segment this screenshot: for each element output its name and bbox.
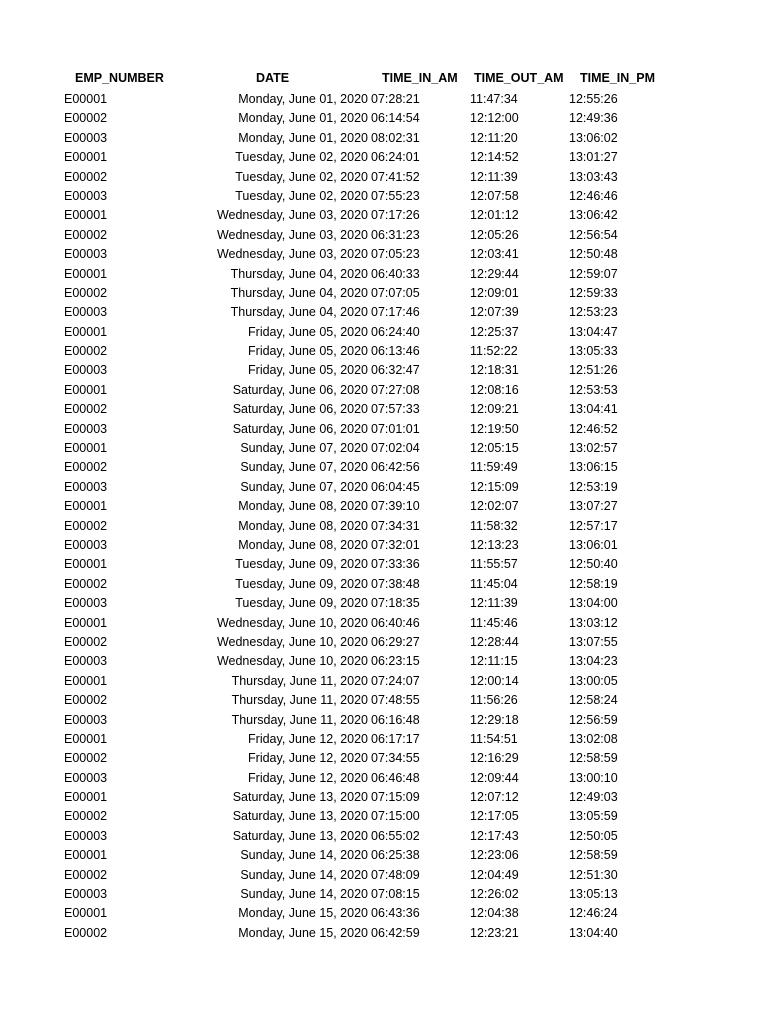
table-row <box>0 361 768 380</box>
table-row <box>0 148 768 167</box>
cell-time-out-am: 12:14:52 <box>470 150 519 165</box>
cell-time-in-pm: 13:04:47 <box>569 324 618 339</box>
cell-time-out-am: 12:05:15 <box>470 441 519 456</box>
cell-time-in-am: 07:48:55 <box>371 693 420 708</box>
table-row <box>0 342 768 361</box>
cell-emp-number: E00002 <box>64 634 108 649</box>
attendance-table <box>0 66 768 943</box>
cell-date: Monday, June 15, 2020 <box>238 906 368 921</box>
cell-time-in-am: 07:28:21 <box>371 92 420 106</box>
table-row <box>0 517 768 536</box>
table-row <box>0 555 768 574</box>
cell-date: Thursday, June 11, 2020 <box>231 712 368 727</box>
cell-time-in-pm: 12:53:19 <box>569 479 618 494</box>
cell-time-in-am: 07:48:09 <box>371 867 420 882</box>
cell-time-out-am: 12:09:01 <box>470 285 519 300</box>
table-row <box>0 187 768 206</box>
table-row <box>0 749 768 768</box>
cell-time-in-pm: 12:49:03 <box>569 790 618 805</box>
cell-time-out-am: 11:59:49 <box>470 460 518 475</box>
cell-time-out-am: 12:07:58 <box>470 188 519 203</box>
cell-date: Friday, June 05, 2020 <box>248 324 368 339</box>
cell-time-in-am: 07:33:36 <box>371 557 420 572</box>
cell-emp-number: E00003 <box>64 130 108 145</box>
cell-date: Monday, June 15, 2020 <box>238 925 368 940</box>
header-emp-number: EMP_NUMBER <box>75 71 164 85</box>
cell-date: Wednesday, June 10, 2020 <box>216 654 368 669</box>
cell-time-in-am: 06:42:56 <box>371 460 420 475</box>
cell-time-in-am: 07:07:05 <box>371 285 420 300</box>
table-row <box>0 458 768 477</box>
cell-time-out-am: 12:26:02 <box>470 887 519 902</box>
cell-time-in-pm: 13:03:43 <box>569 169 618 184</box>
cell-time-in-pm: 13:06:15 <box>569 460 618 475</box>
cell-time-out-am: 12:19:50 <box>470 421 519 436</box>
cell-time-in-pm: 13:04:41 <box>569 402 618 417</box>
cell-date: Saturday, June 13, 2020 <box>232 790 368 805</box>
cell-time-out-am: 12:17:43 <box>470 828 519 843</box>
table-row <box>0 439 768 458</box>
cell-date: Wednesday, June 10, 2020 <box>216 634 368 649</box>
cell-time-in-pm: 12:55:26 <box>569 92 618 106</box>
cell-emp-number: E00001 <box>64 208 108 223</box>
table-row <box>0 536 768 555</box>
cell-emp-number: E00003 <box>64 305 108 320</box>
table-row <box>0 924 768 943</box>
cell-time-in-am: 07:24:07 <box>371 673 420 688</box>
cell-time-in-pm: 13:02:08 <box>569 731 618 746</box>
cell-date: Sunday, June 07, 2020 <box>240 460 368 475</box>
cell-emp-number: E00001 <box>64 848 108 863</box>
cell-time-in-am: 06:32:47 <box>371 363 420 378</box>
cell-time-out-am: 12:01:12 <box>470 208 519 223</box>
cell-emp-number: E00003 <box>64 596 108 611</box>
cell-date: Saturday, June 13, 2020 <box>232 809 368 824</box>
cell-date: Saturday, June 06, 2020 <box>232 421 368 436</box>
table-row <box>0 265 768 284</box>
cell-emp-number: E00001 <box>64 615 108 630</box>
table-row <box>0 827 768 846</box>
cell-emp-number: E00002 <box>64 402 108 417</box>
cell-date: Tuesday, June 02, 2020 <box>235 150 368 165</box>
cell-time-in-am: 07:17:46 <box>371 305 420 320</box>
header-date: DATE <box>256 71 290 85</box>
cell-time-in-pm: 13:06:01 <box>569 537 618 552</box>
cell-emp-number: E00003 <box>64 247 108 262</box>
cell-time-in-am: 06:55:02 <box>371 828 420 843</box>
table-row <box>0 90 768 109</box>
cell-time-in-pm: 12:59:33 <box>569 285 618 300</box>
cell-date: Thursday, June 04, 2020 <box>230 285 368 300</box>
cell-time-out-am: 12:04:49 <box>470 867 519 882</box>
cell-emp-number: E00001 <box>64 906 108 921</box>
cell-date: Friday, June 12, 2020 <box>248 731 368 746</box>
cell-time-out-am: 12:28:44 <box>470 634 519 649</box>
cell-time-in-am: 06:24:40 <box>371 324 420 339</box>
cell-emp-number: E00003 <box>64 537 108 552</box>
cell-time-in-pm: 13:04:00 <box>569 596 618 611</box>
cell-time-in-am: 06:14:54 <box>371 111 420 126</box>
cell-time-in-pm: 12:57:17 <box>569 518 618 533</box>
cell-time-in-am: 07:01:01 <box>371 421 420 436</box>
cell-time-out-am: 12:29:18 <box>470 712 519 727</box>
cell-time-in-am: 06:29:27 <box>371 634 420 649</box>
cell-time-in-am: 07:34:55 <box>371 751 420 766</box>
cell-date: Tuesday, June 09, 2020 <box>235 596 368 611</box>
cell-time-out-am: 11:55:57 <box>470 557 518 572</box>
table-row <box>0 711 768 730</box>
cell-emp-number: E00003 <box>64 887 108 902</box>
cell-time-out-am: 11:56:26 <box>470 693 518 708</box>
cell-time-in-pm: 12:50:40 <box>569 557 618 572</box>
table-row <box>0 652 768 671</box>
cell-time-out-am: 12:12:00 <box>470 111 519 126</box>
cell-date: Saturday, June 13, 2020 <box>232 828 368 843</box>
cell-time-in-pm: 13:00:05 <box>569 673 618 688</box>
cell-time-in-am: 06:31:23 <box>371 227 420 242</box>
table-row <box>0 866 768 885</box>
cell-time-in-pm: 12:50:48 <box>569 247 618 262</box>
cell-emp-number: E00002 <box>64 576 108 591</box>
cell-date: Sunday, June 14, 2020 <box>240 848 368 863</box>
table-row <box>0 420 768 439</box>
cell-time-out-am: 12:02:07 <box>470 499 519 514</box>
cell-time-in-pm: 12:51:30 <box>569 867 618 882</box>
cell-emp-number: E00001 <box>64 266 108 281</box>
cell-time-in-pm: 12:58:19 <box>569 576 618 591</box>
cell-time-out-am: 12:05:26 <box>470 227 519 242</box>
cell-emp-number: E00003 <box>64 712 108 727</box>
cell-date: Sunday, June 14, 2020 <box>240 867 368 882</box>
cell-emp-number: E00002 <box>64 518 108 533</box>
table-row <box>0 323 768 342</box>
cell-time-out-am: 12:11:39 <box>470 596 518 611</box>
cell-emp-number: E00003 <box>64 654 108 669</box>
cell-time-in-pm: 12:53:53 <box>569 382 618 397</box>
cell-time-out-am: 12:15:09 <box>470 479 519 494</box>
cell-date: Tuesday, June 02, 2020 <box>235 188 368 203</box>
cell-time-in-am: 06:25:38 <box>371 848 420 863</box>
cell-time-out-am: 12:09:44 <box>470 770 519 785</box>
table-row <box>0 904 768 923</box>
cell-time-in-am: 07:34:31 <box>371 518 420 533</box>
cell-time-out-am: 12:11:15 <box>470 654 518 669</box>
cell-time-in-am: 07:55:23 <box>371 188 420 203</box>
cell-time-in-am: 06:13:46 <box>371 344 420 359</box>
cell-time-in-am: 07:15:00 <box>371 809 420 824</box>
cell-time-in-am: 06:04:45 <box>371 479 420 494</box>
cell-time-in-pm: 12:53:23 <box>569 305 618 320</box>
cell-emp-number: E00002 <box>64 169 108 184</box>
table-row <box>0 381 768 400</box>
cell-time-in-pm: 13:05:13 <box>569 887 618 902</box>
cell-time-in-am: 07:41:52 <box>371 169 420 184</box>
cell-date: Wednesday, June 03, 2020 <box>216 227 368 242</box>
cell-emp-number: E00002 <box>64 344 108 359</box>
cell-time-in-am: 07:57:33 <box>371 402 420 417</box>
cell-date: Thursday, June 11, 2020 <box>231 693 368 708</box>
cell-time-out-am: 12:25:37 <box>470 324 519 339</box>
cell-time-in-pm: 12:46:46 <box>569 188 618 203</box>
cell-date: Saturday, June 06, 2020 <box>232 402 368 417</box>
cell-time-out-am: 12:29:44 <box>470 266 519 281</box>
cell-time-in-pm: 13:01:27 <box>569 150 618 165</box>
cell-time-in-pm: 13:05:59 <box>569 809 618 824</box>
cell-time-out-am: 12:04:38 <box>470 906 519 921</box>
cell-time-in-pm: 12:59:07 <box>569 266 618 281</box>
cell-time-in-am: 07:27:08 <box>371 382 420 397</box>
cell-time-in-am: 06:16:48 <box>371 712 420 727</box>
cell-time-in-pm: 13:06:02 <box>569 130 618 145</box>
table-row <box>0 245 768 264</box>
cell-date: Friday, June 05, 2020 <box>248 344 368 359</box>
cell-emp-number: E00003 <box>64 828 108 843</box>
cell-time-out-am: 12:16:29 <box>470 751 519 766</box>
cell-time-out-am: 11:54:51 <box>470 731 518 746</box>
cell-emp-number: E00002 <box>64 867 108 882</box>
cell-time-in-pm: 12:58:59 <box>569 848 618 863</box>
cell-time-in-pm: 12:56:59 <box>569 712 618 727</box>
table-row <box>0 400 768 419</box>
cell-time-out-am: 12:09:21 <box>470 402 519 417</box>
cell-emp-number: E00003 <box>64 770 108 785</box>
cell-date: Monday, June 08, 2020 <box>238 537 368 552</box>
cell-emp-number: E00001 <box>64 324 108 339</box>
cell-time-in-am: 06:24:01 <box>371 150 420 165</box>
table-header-row <box>0 66 768 90</box>
cell-time-out-am: 11:52:22 <box>470 344 518 359</box>
cell-date: Thursday, June 04, 2020 <box>230 305 368 320</box>
cell-time-in-am: 06:46:48 <box>371 770 420 785</box>
cell-time-in-am: 08:02:31 <box>371 130 420 145</box>
cell-time-in-am: 07:08:15 <box>371 887 420 902</box>
cell-date: Monday, June 01, 2020 <box>238 92 368 106</box>
cell-time-in-am: 06:40:46 <box>371 615 420 630</box>
cell-emp-number: E00001 <box>64 441 108 456</box>
cell-time-in-pm: 12:58:24 <box>569 693 618 708</box>
cell-date: Tuesday, June 09, 2020 <box>235 576 368 591</box>
cell-time-out-am: 12:08:16 <box>470 382 519 397</box>
table-row <box>0 226 768 245</box>
cell-time-out-am: 12:11:39 <box>470 169 518 184</box>
cell-emp-number: E00001 <box>64 499 108 514</box>
cell-date: Monday, June 08, 2020 <box>238 518 368 533</box>
cell-time-out-am: 12:23:21 <box>470 925 519 940</box>
cell-emp-number: E00001 <box>64 382 108 397</box>
cell-emp-number: E00003 <box>64 421 108 436</box>
table-row <box>0 594 768 613</box>
cell-time-in-pm: 13:00:10 <box>569 770 618 785</box>
table-row <box>0 478 768 497</box>
cell-date: Thursday, June 04, 2020 <box>230 266 368 281</box>
cell-time-in-pm: 13:02:57 <box>569 441 618 456</box>
cell-emp-number: E00003 <box>64 479 108 494</box>
cell-emp-number: E00002 <box>64 227 108 242</box>
table-body <box>0 90 768 943</box>
cell-time-in-am: 06:17:17 <box>371 731 420 746</box>
cell-time-out-am: 12:07:39 <box>470 305 519 320</box>
cell-time-in-pm: 13:05:33 <box>569 344 618 359</box>
cell-time-in-am: 07:05:23 <box>371 247 420 262</box>
table-row <box>0 497 768 516</box>
table-row <box>0 846 768 865</box>
cell-emp-number: E00002 <box>64 925 108 940</box>
cell-time-in-am: 07:39:10 <box>371 499 420 514</box>
table-row <box>0 303 768 322</box>
cell-time-out-am: 11:47:34 <box>470 92 518 106</box>
table-row <box>0 633 768 652</box>
cell-date: Monday, June 08, 2020 <box>238 499 368 514</box>
cell-date: Friday, June 12, 2020 <box>248 751 368 766</box>
cell-time-in-am: 07:18:35 <box>371 596 420 611</box>
cell-time-out-am: 12:13:23 <box>470 537 519 552</box>
table-row <box>0 807 768 826</box>
cell-date: Monday, June 01, 2020 <box>238 111 368 126</box>
cell-time-in-pm: 12:56:54 <box>569 227 618 242</box>
cell-date: Tuesday, June 09, 2020 <box>235 557 368 572</box>
cell-time-in-pm: 12:46:52 <box>569 421 618 436</box>
cell-date: Monday, June 01, 2020 <box>238 130 368 145</box>
cell-time-in-pm: 13:04:40 <box>569 925 618 940</box>
cell-time-in-pm: 12:46:24 <box>569 906 618 921</box>
cell-time-in-am: 06:23:15 <box>371 654 420 669</box>
cell-time-in-am: 07:02:04 <box>371 441 420 456</box>
cell-time-in-pm: 13:06:42 <box>569 208 618 223</box>
cell-date: Friday, June 12, 2020 <box>248 770 368 785</box>
cell-time-in-am: 06:42:59 <box>371 925 420 940</box>
cell-time-out-am: 12:00:14 <box>470 673 519 688</box>
header-time-in-pm: TIME_IN_PM <box>580 71 656 85</box>
cell-emp-number: E00001 <box>64 557 108 572</box>
cell-time-out-am: 12:07:12 <box>470 790 519 805</box>
cell-time-out-am: 12:23:06 <box>470 848 519 863</box>
cell-time-in-am: 06:40:33 <box>371 266 420 281</box>
cell-emp-number: E00001 <box>64 673 108 688</box>
cell-time-in-pm: 12:50:05 <box>569 828 618 843</box>
table-row <box>0 672 768 691</box>
cell-time-out-am: 11:45:46 <box>470 615 518 630</box>
cell-time-in-am: 07:38:48 <box>371 576 420 591</box>
cell-time-in-am: 07:15:09 <box>371 790 420 805</box>
table-row <box>0 769 768 788</box>
cell-emp-number: E00002 <box>64 460 108 475</box>
cell-date: Sunday, June 07, 2020 <box>240 479 368 494</box>
cell-date: Thursday, June 11, 2020 <box>231 673 368 688</box>
cell-emp-number: E00001 <box>64 731 108 746</box>
cell-date: Sunday, June 14, 2020 <box>240 887 368 902</box>
table-row <box>0 730 768 749</box>
cell-date: Saturday, June 06, 2020 <box>232 382 368 397</box>
cell-date: Tuesday, June 02, 2020 <box>235 169 368 184</box>
table-row <box>0 129 768 148</box>
cell-time-out-am: 11:45:04 <box>470 576 518 591</box>
cell-time-in-pm: 12:51:26 <box>569 363 618 378</box>
table-row <box>0 284 768 303</box>
cell-emp-number: E00002 <box>64 809 108 824</box>
cell-emp-number: E00002 <box>64 693 108 708</box>
cell-time-out-am: 12:11:20 <box>470 130 518 145</box>
table-row <box>0 691 768 710</box>
cell-time-in-pm: 13:07:27 <box>569 499 618 514</box>
cell-date: Wednesday, June 10, 2020 <box>216 615 368 630</box>
table-row <box>0 168 768 187</box>
cell-time-out-am: 12:03:41 <box>470 247 519 262</box>
header-time-out-am: TIME_OUT_AM <box>474 71 564 85</box>
table-row <box>0 614 768 633</box>
cell-time-in-am: 06:43:36 <box>371 906 420 921</box>
table-row <box>0 206 768 225</box>
cell-emp-number: E00001 <box>64 92 108 106</box>
cell-date: Sunday, June 07, 2020 <box>240 441 368 456</box>
cell-emp-number: E00002 <box>64 751 108 766</box>
cell-time-in-am: 07:32:01 <box>371 537 420 552</box>
table-row <box>0 575 768 594</box>
cell-emp-number: E00001 <box>64 150 108 165</box>
cell-date: Wednesday, June 03, 2020 <box>216 247 368 262</box>
cell-time-in-pm: 13:04:23 <box>569 654 618 669</box>
cell-time-in-am: 07:17:26 <box>371 208 420 223</box>
cell-time-out-am: 12:17:05 <box>470 809 519 824</box>
cell-emp-number: E00003 <box>64 363 108 378</box>
cell-emp-number: E00002 <box>64 111 108 126</box>
cell-time-in-pm: 12:49:36 <box>569 111 618 126</box>
cell-emp-number: E00003 <box>64 188 108 203</box>
table-row <box>0 885 768 904</box>
cell-time-out-am: 12:18:31 <box>470 363 519 378</box>
cell-time-in-pm: 13:07:55 <box>569 634 618 649</box>
cell-emp-number: E00001 <box>64 790 108 805</box>
cell-date: Wednesday, June 03, 2020 <box>216 208 368 223</box>
table-row <box>0 109 768 128</box>
cell-time-out-am: 11:58:32 <box>470 518 518 533</box>
cell-time-in-pm: 12:58:59 <box>569 751 618 766</box>
cell-time-in-pm: 13:03:12 <box>569 615 618 630</box>
header-time-in-am: TIME_IN_AM <box>382 71 458 85</box>
cell-date: Friday, June 05, 2020 <box>248 363 368 378</box>
cell-emp-number: E00002 <box>64 285 108 300</box>
table-row <box>0 788 768 807</box>
